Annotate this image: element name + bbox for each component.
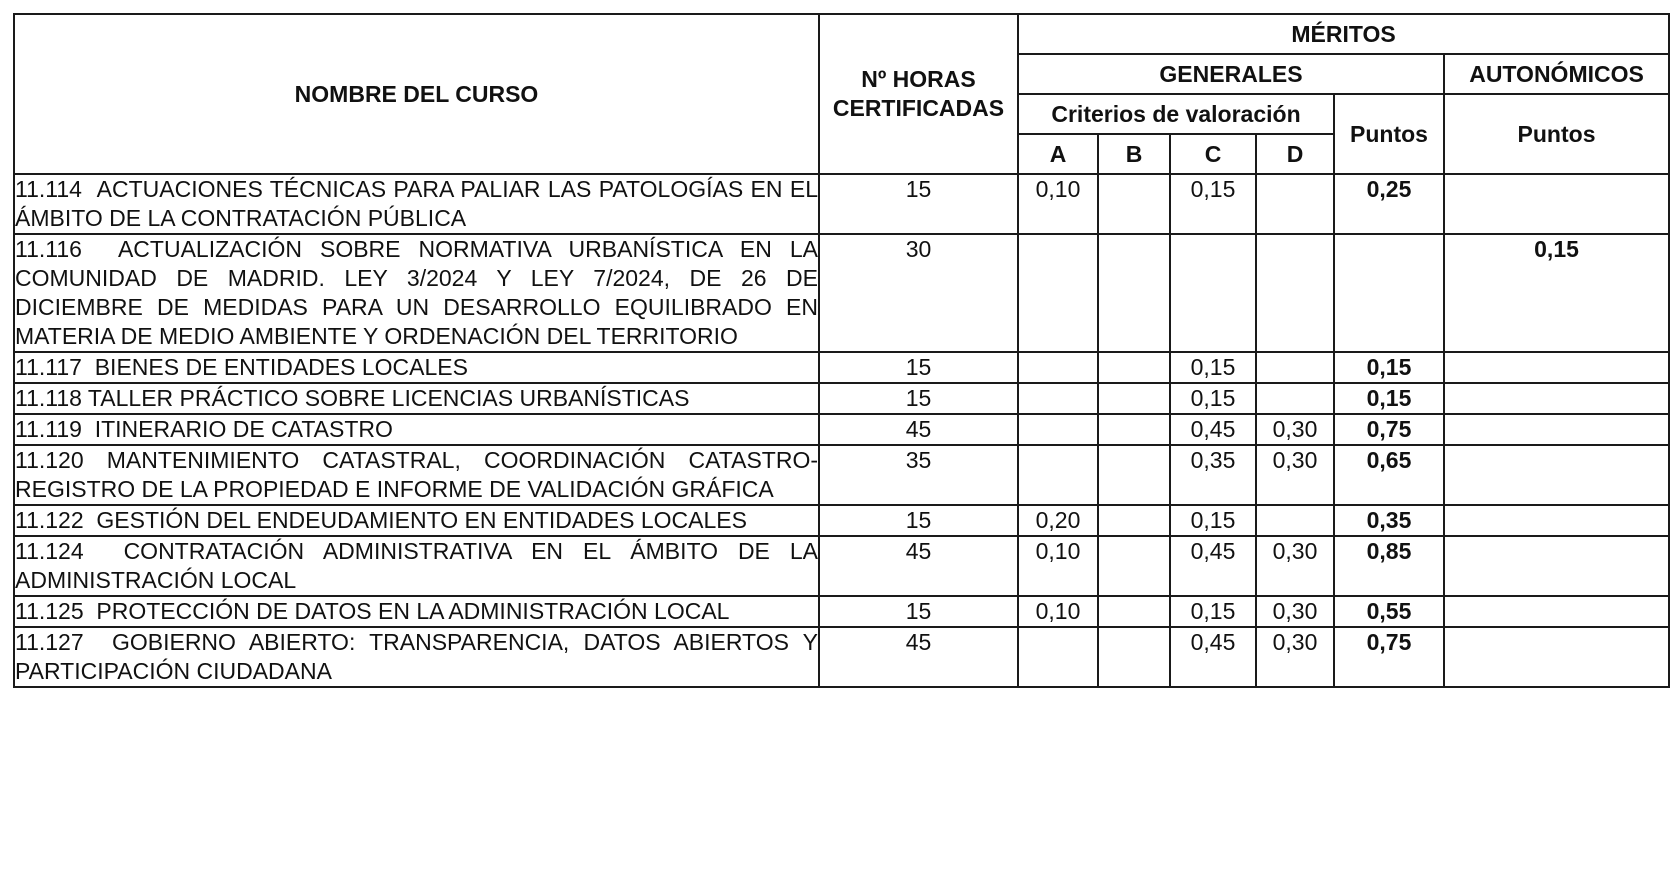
- course-name-cell: [14, 234, 819, 352]
- criterion-a-cell: [1018, 445, 1098, 505]
- criterion-a-cell: [1018, 383, 1098, 414]
- merits-table: [13, 13, 1670, 688]
- criterion-a-header: A: [1018, 134, 1098, 174]
- criterion-c-cell: 0,15: [1170, 383, 1256, 414]
- criterion-a-cell: 0,10: [1018, 174, 1098, 234]
- criterion-b-cell: [1098, 352, 1170, 383]
- merits-header: MÉRITOS: [1018, 14, 1669, 54]
- hours-cell: 45: [819, 627, 1018, 687]
- autonomicos-puntos-cell: [1444, 536, 1669, 596]
- hours-cell: 35: [819, 445, 1018, 505]
- course-code: 11.117: [15, 354, 82, 380]
- course-name-cell: [14, 596, 819, 627]
- course-name-cell: [14, 174, 819, 234]
- hours-cell: 45: [819, 536, 1018, 596]
- table-row: [14, 414, 1669, 445]
- course-name-header: NOMBRE DEL CURSO: [14, 14, 819, 174]
- table-body: [14, 174, 1669, 687]
- course-title: GOBIERNO ABIERTO: TRANSPARENCIA, DATOS ABIERTOS Y PARTICIPACIÓN CIUDADANA: [15, 629, 819, 684]
- criterion-c-cell: 0,15: [1170, 596, 1256, 627]
- course-name-cell: [14, 383, 819, 414]
- table-row: [14, 234, 1669, 352]
- criterion-c-cell: 0,15: [1170, 352, 1256, 383]
- autonomicos-puntos-cell: [1444, 596, 1669, 627]
- criterion-a-cell: 0,10: [1018, 596, 1098, 627]
- table-row: [14, 445, 1669, 505]
- autonomicos-puntos-cell: [1444, 383, 1669, 414]
- criterion-d-cell: 0,30: [1256, 627, 1334, 687]
- table-row: [14, 536, 1669, 596]
- criterion-b-cell: [1098, 505, 1170, 536]
- generales-puntos-cell: 0,25: [1334, 174, 1444, 234]
- table-row: [14, 174, 1669, 234]
- autonomicos-puntos-header: Puntos: [1444, 94, 1669, 174]
- criterios-header: Criterios de valoración: [1018, 94, 1334, 134]
- criterion-c-cell: 0,35: [1170, 445, 1256, 505]
- course-code: 11.114: [15, 176, 82, 202]
- criterion-c-cell: 0,45: [1170, 536, 1256, 596]
- hours-cell: 15: [819, 596, 1018, 627]
- hours-cell: 30: [819, 234, 1018, 352]
- table-row: [14, 352, 1669, 383]
- criterion-d-cell: [1256, 234, 1334, 352]
- generales-header: GENERALES: [1018, 54, 1444, 94]
- course-code: 11.120: [15, 447, 84, 473]
- autonomicos-puntos-cell: [1444, 174, 1669, 234]
- course-title: TALLER PRÁCTICO SOBRE LICENCIAS URBANÍSTICAS: [87, 385, 690, 411]
- generales-puntos-cell: 0,35: [1334, 505, 1444, 536]
- generales-puntos-cell: 0,85: [1334, 536, 1444, 596]
- criterion-a-cell: [1018, 414, 1098, 445]
- generales-puntos-cell: 0,75: [1334, 627, 1444, 687]
- criterion-a-cell: 0,20: [1018, 505, 1098, 536]
- course-code: 11.119: [15, 416, 82, 442]
- course-code: 11.118: [15, 385, 82, 411]
- criterion-b-cell: [1098, 383, 1170, 414]
- course-name-cell: [14, 445, 819, 505]
- course-title: GESTIÓN DEL ENDEUDAMIENTO EN ENTIDADES LOCALES: [96, 507, 747, 533]
- course-name-cell: [14, 536, 819, 596]
- criterion-b-cell: [1098, 234, 1170, 352]
- generales-puntos-cell: 0,65: [1334, 445, 1444, 505]
- table-row: [14, 505, 1669, 536]
- hours-cell: 45: [819, 414, 1018, 445]
- course-code: 11.125: [15, 598, 84, 624]
- hours-cell: 15: [819, 505, 1018, 536]
- course-title: ACTUACIONES TÉCNICAS PARA PALIAR LAS PATOLOGÍAS EN EL ÁMBITO DE LA CONTRATACIÓN PÚBLICA: [15, 176, 818, 231]
- course-code: 11.124: [15, 538, 84, 564]
- course-name-cell: [14, 414, 819, 445]
- course-title: ACTUALIZACIÓN SOBRE NORMATIVA URBANÍSTICA EN LA COMUNIDAD DE MADRID. LEY 3/2024 Y LEY 7/2024, DE 26 DE DICIEMBRE DE MEDIDAS PARA UN DESARROLLO EQUILIBRADO EN MATERIA DE MEDIO AMBIENTE Y ORDENACIÓN DEL TERRITORIO: [15, 236, 819, 349]
- table-row: [14, 596, 1669, 627]
- table-header: [14, 14, 1669, 174]
- criterion-c-cell: 0,45: [1170, 627, 1256, 687]
- hours-cell: 15: [819, 174, 1018, 234]
- autonomicos-header: AUTONÓMICOS: [1444, 54, 1669, 94]
- criterion-b-cell: [1098, 627, 1170, 687]
- course-title: MANTENIMIENTO CATASTRAL, COORDINACIÓN CATASTRO-REGISTRO DE LA PROPIEDAD E INFORME DE VALIDACIÓN GRÁFICA: [15, 447, 819, 502]
- course-name-cell: [14, 627, 819, 687]
- course-title: CONTRATACIÓN ADMINISTRATIVA EN EL ÁMBITO DE LA ADMINISTRACIÓN LOCAL: [15, 538, 818, 593]
- autonomicos-puntos-cell: [1444, 627, 1669, 687]
- course-title: ITINERARIO DE CATASTRO: [94, 416, 393, 442]
- autonomicos-puntos-cell: 0,15: [1444, 234, 1669, 352]
- criterion-d-cell: [1256, 505, 1334, 536]
- autonomicos-puntos-cell: [1444, 414, 1669, 445]
- generales-puntos-cell: 0,75: [1334, 414, 1444, 445]
- criterion-c-cell: 0,45: [1170, 414, 1256, 445]
- criterion-a-cell: 0,10: [1018, 536, 1098, 596]
- autonomicos-puntos-cell: [1444, 352, 1669, 383]
- criterion-d-cell: [1256, 383, 1334, 414]
- generales-puntos-cell: [1334, 234, 1444, 352]
- criterion-d-cell: [1256, 352, 1334, 383]
- criterion-d-cell: 0,30: [1256, 414, 1334, 445]
- criterion-c-cell: 0,15: [1170, 174, 1256, 234]
- criterion-b-header: B: [1098, 134, 1170, 174]
- criterion-c-cell: 0,15: [1170, 505, 1256, 536]
- course-code: 11.116: [15, 236, 82, 262]
- table-row: [14, 383, 1669, 414]
- criterion-d-cell: 0,30: [1256, 536, 1334, 596]
- generales-puntos-cell: 0,15: [1334, 352, 1444, 383]
- criterion-d-cell: 0,30: [1256, 596, 1334, 627]
- autonomicos-puntos-cell: [1444, 445, 1669, 505]
- hours-cell: 15: [819, 352, 1018, 383]
- table-row: [14, 627, 1669, 687]
- generales-puntos-header: Puntos: [1334, 94, 1444, 174]
- criterion-a-cell: [1018, 234, 1098, 352]
- autonomicos-puntos-cell: [1444, 505, 1669, 536]
- criterion-a-cell: [1018, 627, 1098, 687]
- criterion-a-cell: [1018, 352, 1098, 383]
- hours-cell: 15: [819, 383, 1018, 414]
- criterion-d-cell: [1256, 174, 1334, 234]
- hours-header-line2: CERTIFICADAS: [832, 95, 1005, 121]
- generales-puntos-cell: 0,15: [1334, 383, 1444, 414]
- course-name-cell: [14, 352, 819, 383]
- course-code: 11.122: [15, 507, 84, 533]
- generales-puntos-cell: 0,55: [1334, 596, 1444, 627]
- hours-header: [819, 14, 1018, 174]
- course-title: BIENES DE ENTIDADES LOCALES: [94, 354, 468, 380]
- course-code: 11.127: [15, 629, 84, 655]
- criterion-b-cell: [1098, 596, 1170, 627]
- criterion-b-cell: [1098, 445, 1170, 505]
- hours-header-line1: Nº HORAS: [861, 66, 976, 92]
- course-name-cell: [14, 505, 819, 536]
- criterion-c-header: C: [1170, 134, 1256, 174]
- criterion-d-cell: 0,30: [1256, 445, 1334, 505]
- criterion-d-header: D: [1256, 134, 1334, 174]
- criterion-b-cell: [1098, 414, 1170, 445]
- criterion-b-cell: [1098, 174, 1170, 234]
- criterion-b-cell: [1098, 536, 1170, 596]
- course-title: PROTECCIÓN DE DATOS EN LA ADMINISTRACIÓN LOCAL: [96, 598, 730, 624]
- criterion-c-cell: [1170, 234, 1256, 352]
